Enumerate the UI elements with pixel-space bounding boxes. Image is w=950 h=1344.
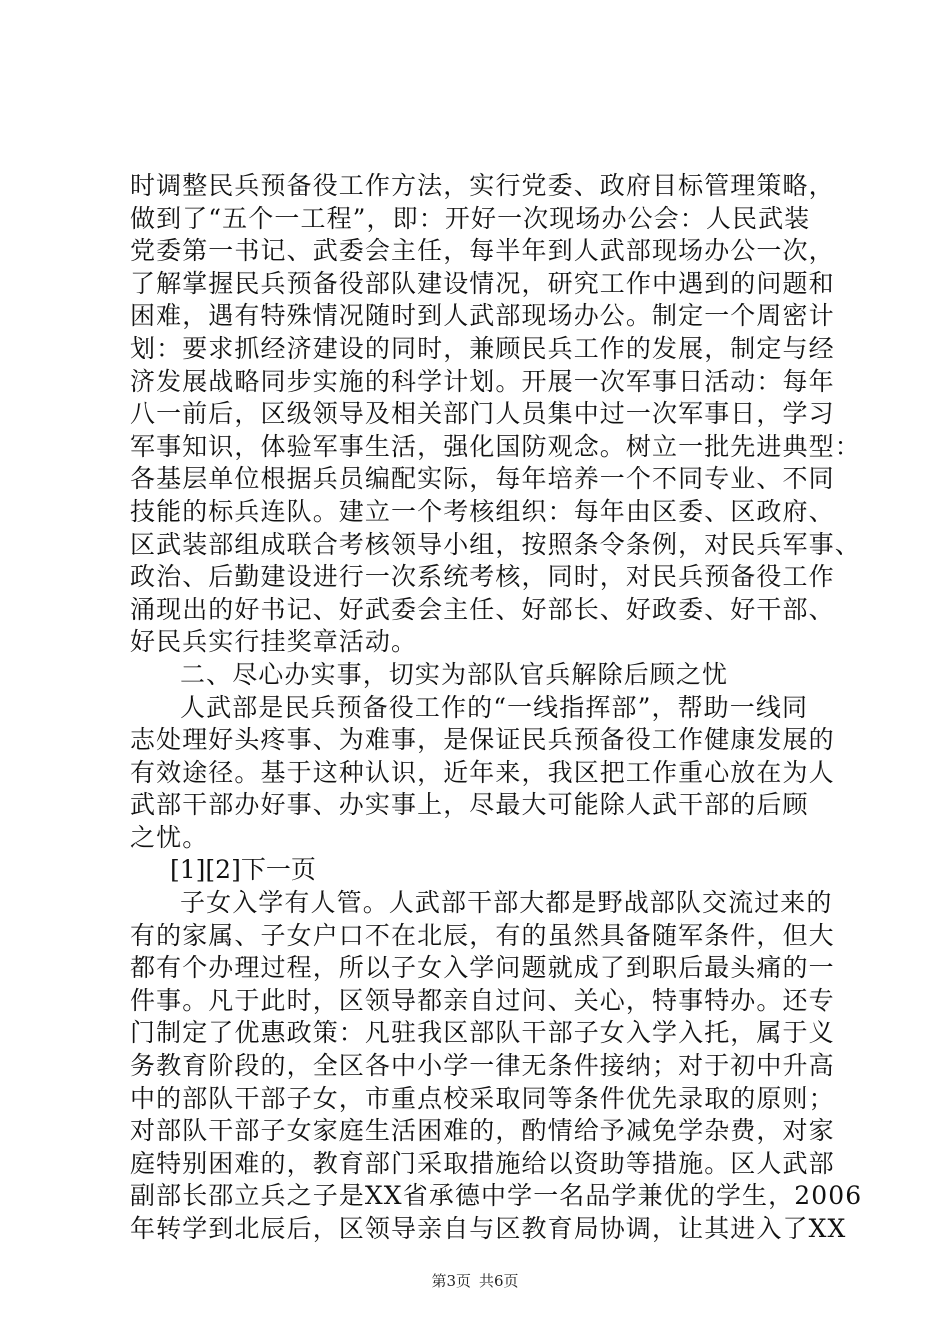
paragraph-line: 做到了“五个一工程”，即：开好一次现场办公会：人民武装 [130,203,811,233]
paragraph-line: 了解掌握民兵预备役部队建设情况，研究工作中遇到的问题和 [130,268,835,298]
paragraph-line: 中的部队干部子女，市重点校采取同等条件优先录取的原则； [130,1083,835,1113]
paragraph-line: 时调整民兵预备役工作方法，实行党委、政府目标管理策略， [130,171,835,200]
paragraph-line: 志处理好头疼事、为难事，是保证民兵预备役工作健康发展的 [130,725,835,755]
paragraph-line: 涌现出的好书记、好武委会主任、好部长、好政委、好干部、 [130,594,835,624]
paragraph-line: 务教育阶段的，全区各中小学一律无条件接纳；对于初中升高 [130,1051,835,1081]
paragraph-line: 技能的标兵连队。建立一个考核组织：每年由区委、区政府、 [130,496,835,526]
paragraph-line: 子女入学有人管。人武部干部大都是野战部队交流过来的 [180,888,833,918]
paragraph-line: 政治、后勤建设进行一次系统考核，同时，对民兵预备役工作 [130,562,835,592]
paragraph-line: 划：要求抓经济建设的同时，兼顾民兵工作的发展，制定与经 [130,333,835,363]
page-number: 第3页 [431,1272,471,1290]
paragraph-line: 八一前后，区级领导及相关部门人员集中过一次军事日，学习 [130,399,835,429]
paragraph-line: 济发展战略同步实施的科学计划。开展一次军事日活动：每年 [130,366,835,396]
paragraph-line: 好民兵实行挂奖章活动。 [130,627,418,657]
pagination [130,854,830,887]
paragraph-line: 副部长邵立兵之子是XX省承德中学一名品学兼优的学生，2006 [130,1181,863,1211]
total-pages: 共6页 [479,1272,519,1290]
paragraph-line: 党委第一书记、武委会主任，每半年到人武部现场办公一次， [130,236,835,266]
paragraph-line: 各基层单位根据兵员编配实际，每年培养一个不同专业、不同 [130,464,835,494]
paragraph-line: 区武装部组成联合考核领导小组，按照条令条例，对民兵军事、 [130,529,861,559]
section-heading: 二、尽心办实事，切实为部队官兵解除后顾之忧 [180,659,729,689]
paragraph-line: 武部干部办好事、办实事上，尽最大可能除人武干部的后顾 [130,790,809,820]
document-body [130,170,863,1246]
paragraph-line: 门制定了优惠政策：凡驻我区部队干部子女入学入托，属于义 [130,1018,835,1048]
paragraph-line: 有的家属、子女户口不在北辰，有的虽然具备随军条件，但大 [130,920,835,950]
paragraph-line: 有效途径。基于这种认识，近年来，我区把工作重心放在为人 [130,757,835,787]
paragraph-line: 庭特别困难的，教育部门采取措施给以资助等措施。区人武部 [130,1148,835,1178]
paragraph-line: 军事知识，体验军事生活，强化国防观念。树立一批先进典型： [130,431,861,461]
paragraph-line: 对部队干部子女家庭生活困难的，酌情给予减免学杂费，对家 [130,1116,835,1146]
page-link-1[interactable]: [1] [170,855,206,885]
page-link-2[interactable]: [2] [205,855,241,885]
next-page-link[interactable]: 下一页 [240,855,316,885]
paragraph-line: 都有个办理过程，所以子女入学问题就成了到职后最头痛的一 [130,953,835,983]
paragraph-line: 年转学到北辰后，区领导亲自与区教育局协调，让其进入了XX [130,1214,847,1243]
paragraph-line: 之忧。 [130,822,209,852]
paragraph-line: 人武部是民兵预备役工作的“一线指挥部”，帮助一线同 [180,692,809,722]
page-footer [0,1271,950,1291]
paragraph-line: 件事。凡于此时，区领导都亲自过问、关心，特事特办。还专 [130,985,835,1015]
paragraph-line: 困难，遇有特殊情况随时到人武部现场办公。制定一个周密计 [130,301,835,331]
